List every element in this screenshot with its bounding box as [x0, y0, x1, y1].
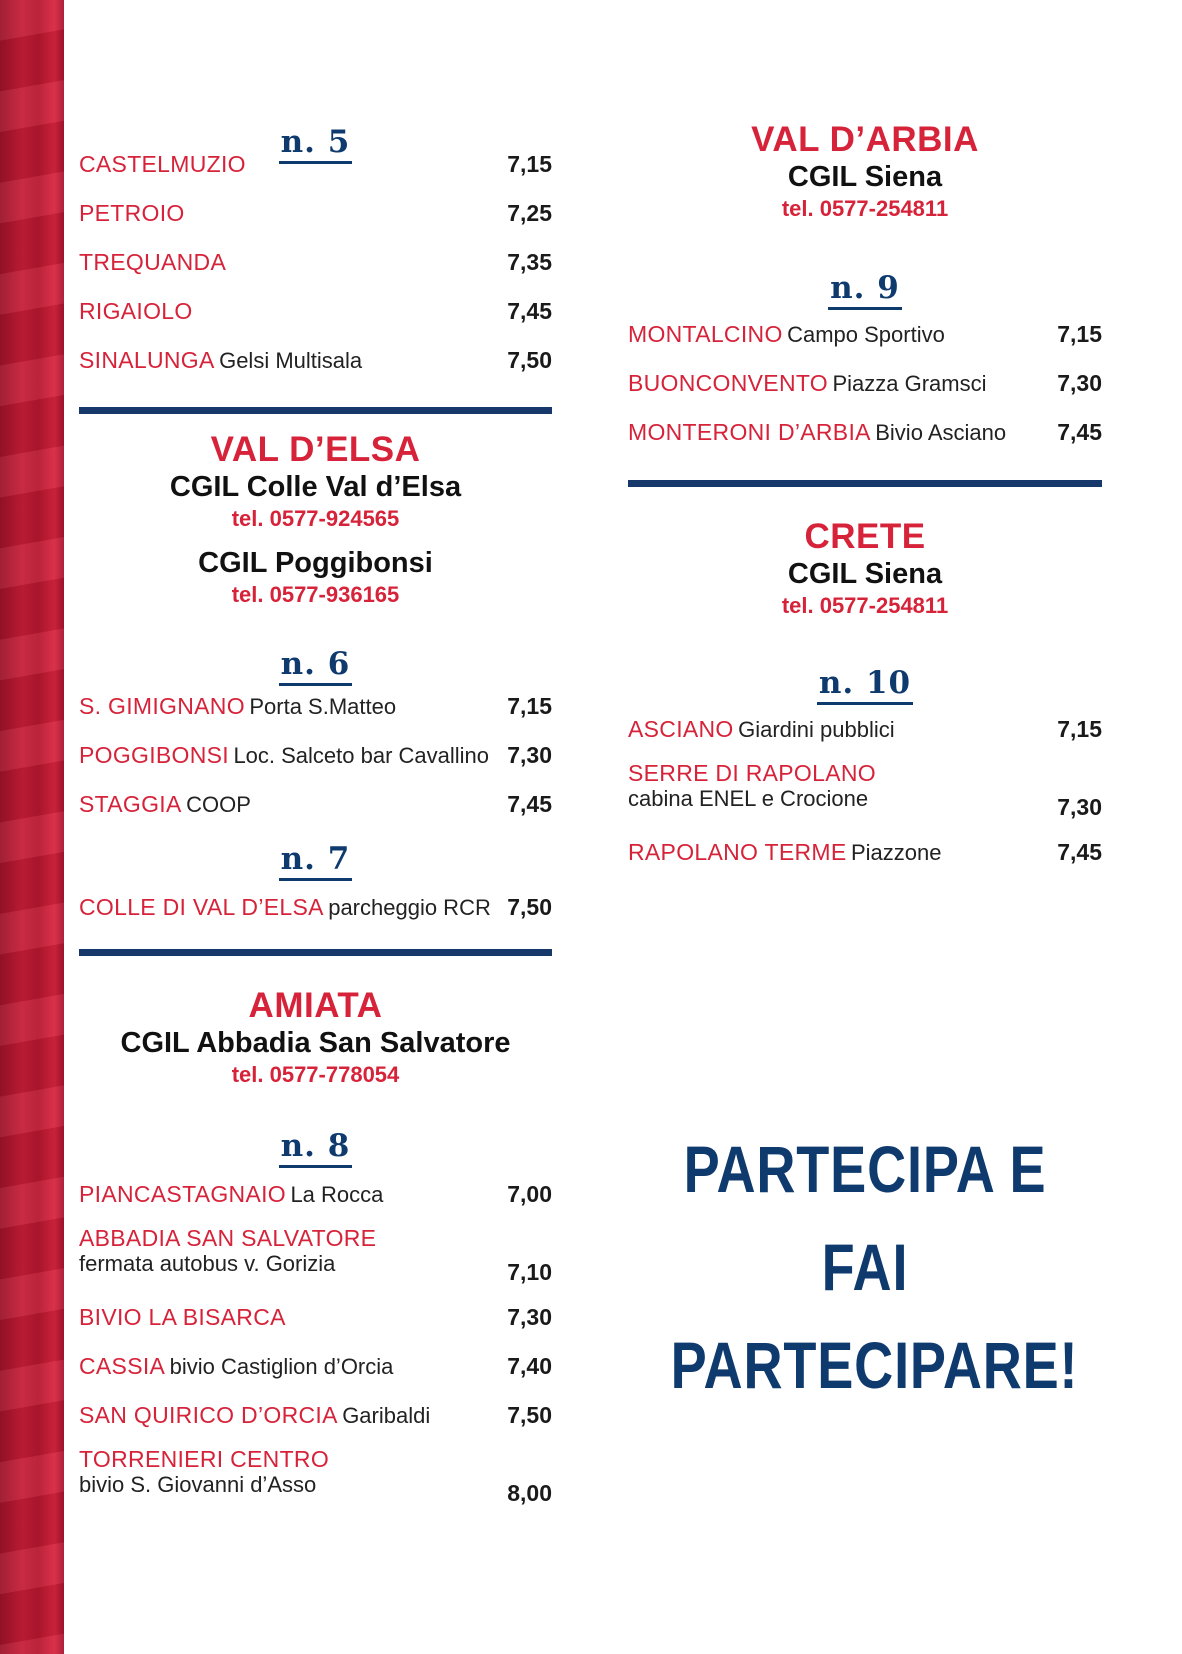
list-item: RIGAIOLO 7,45	[79, 287, 552, 336]
office-phone: tel. 0577-924565	[231, 506, 400, 531]
office-phone: tel. 0577-778054	[231, 1062, 400, 1087]
price: 7,40	[507, 1353, 552, 1379]
price: 7,15	[507, 151, 552, 177]
price: 7,30	[507, 1304, 552, 1330]
group-10-heading: n. 10	[628, 663, 1102, 703]
list-item: COLLE DI VAL D’ELSA parcheggio RCR 7,50	[79, 883, 552, 932]
section-divider	[628, 480, 1102, 487]
office-name: CGIL Siena	[787, 558, 943, 590]
group-6-list	[79, 682, 552, 829]
office-name: CGIL Abbadia San Salvatore	[120, 1027, 511, 1059]
list-item: SINALUNGA Gelsi Multisala 7,50	[79, 336, 552, 385]
list-item: MONTERONI D’ARBIA Bivio Asciano 7,45	[628, 408, 1102, 457]
price: 7,50	[507, 347, 552, 373]
office-name: CGIL Siena	[787, 161, 943, 193]
price: 7,45	[1057, 839, 1102, 865]
list-item: PIANCASTAGNAIO La Rocca 7,00	[79, 1170, 552, 1219]
office-phone: tel. 0577-936165	[231, 582, 400, 607]
group-8-list	[79, 1170, 552, 1514]
group-10-list	[628, 705, 1102, 877]
left-column	[79, 0, 552, 1514]
price: 7,30	[507, 742, 552, 768]
price: 7,50	[507, 894, 552, 920]
decorative-side-stripe	[0, 0, 64, 1654]
section-divider	[79, 407, 552, 414]
office-name: CGIL Poggibonsi	[198, 547, 433, 579]
list-item: BUONCONVENTO Piazza Gramsci 7,30	[628, 359, 1102, 408]
list-item: PETROIO 7,25	[79, 189, 552, 238]
region-amiata	[79, 986, 552, 1090]
list-item: SERRE DI RAPOLANO cabina ENEL e Crocione 7,30	[628, 760, 1102, 820]
slogan-line-2: PARTECIPARE!	[670, 1328, 1079, 1402]
list-item: SAN QUIRICO D’ORCIA Garibaldi 7,50	[79, 1391, 552, 1440]
group-8-heading: n. 8	[79, 1126, 552, 1166]
list-item: ASCIANO Giardini pubblici 7,15	[628, 705, 1102, 754]
list-item: ABBADIA SAN SALVATORE fermata autobus v. Gorizia 7,10	[79, 1225, 552, 1285]
office-phone: tel. 0577-254811	[781, 593, 949, 618]
slogan-line-1: PARTECIPA E FAI	[683, 1132, 1047, 1304]
price: 7,15	[507, 693, 552, 719]
region-title: VAL D’ARBIA	[751, 120, 979, 159]
list-item: BIVIO LA BISARCA 7,30	[79, 1293, 552, 1342]
price: 7,35	[507, 249, 552, 275]
group-5-list	[79, 140, 552, 385]
list-item: S. GIMIGNANO Porta S.Matteo 7,15	[79, 682, 552, 731]
price: 7,45	[507, 298, 552, 324]
list-item: STAGGIA COOP 7,45	[79, 780, 552, 829]
right-column	[628, 0, 1102, 877]
group-7-list	[79, 883, 552, 932]
list-item: POGGIBONSI Loc. Salceto bar Cavallino 7,30	[79, 731, 552, 780]
region-val-darbia	[628, 120, 1102, 224]
region-title: CRETE	[804, 517, 926, 556]
list-item: RAPOLANO TERME Piazzone 7,45	[628, 828, 1102, 877]
price: 7,30	[1057, 794, 1102, 820]
list-item: CASTELMUZIO 7,15	[79, 140, 552, 189]
price: 7,15	[1057, 716, 1102, 742]
group-6-heading: n. 6	[79, 644, 552, 684]
price: 7,45	[1057, 419, 1102, 445]
slogan	[670, 1120, 1079, 1414]
list-item: TORRENIERI CENTRO bivio S. Giovanni d’Asso 8,00	[79, 1446, 552, 1506]
price: 7,00	[507, 1181, 552, 1207]
price: 7,50	[507, 1402, 552, 1428]
region-title: AMIATA	[248, 986, 383, 1025]
region-crete	[628, 517, 1102, 621]
region-val-delsa	[79, 430, 552, 610]
group-7-heading: n. 7	[79, 839, 552, 879]
office-name: CGIL Colle Val d’Elsa	[169, 471, 462, 503]
group-5-heading: n. 5	[79, 122, 552, 162]
office-phone: tel. 0577-254811	[781, 196, 949, 221]
price: 7,10	[507, 1259, 552, 1285]
price: 8,00	[507, 1480, 552, 1506]
price: 7,30	[1057, 370, 1102, 396]
price: 7,45	[507, 791, 552, 817]
group-9-list	[628, 310, 1102, 457]
price: 7,25	[507, 200, 552, 226]
section-divider	[79, 949, 552, 956]
list-item: MONTALCINO Campo Sportivo 7,15	[628, 310, 1102, 359]
list-item: TREQUANDA 7,35	[79, 238, 552, 287]
price: 7,15	[1057, 321, 1102, 347]
region-title: VAL D’ELSA	[210, 430, 421, 469]
group-9-heading: n. 9	[628, 268, 1102, 308]
list-item: CASSIA bivio Castiglion d’Orcia 7,40	[79, 1342, 552, 1391]
